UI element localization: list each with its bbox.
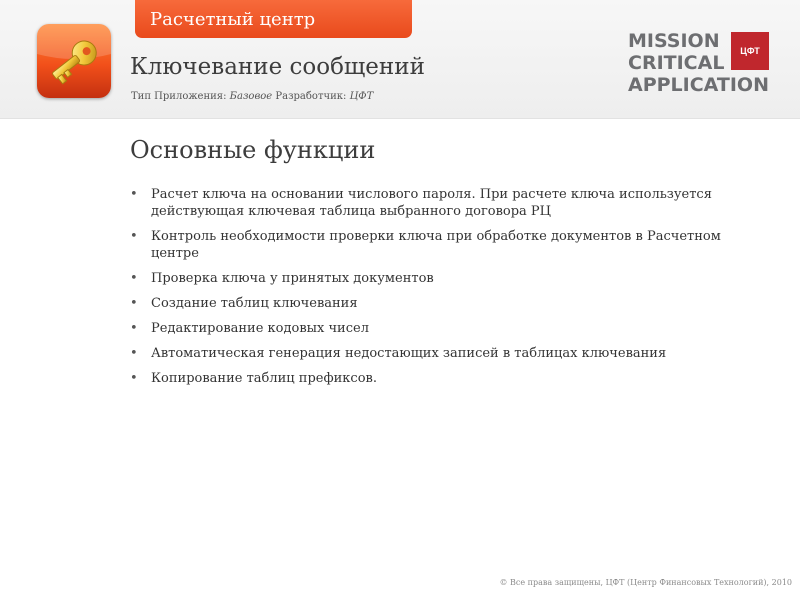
feature-text: Контроль необходимости проверки ключа при обработке документов в Расчетном центре xyxy=(151,229,721,261)
list-item xyxy=(130,186,770,220)
list-item xyxy=(130,320,770,337)
tab-label: Расчетный центр xyxy=(150,9,316,30)
cft-badge xyxy=(731,32,769,70)
feature-text: Копирование таблиц префиксов. xyxy=(151,371,377,386)
feature-text: Автоматическая генерация недостающих записей в таблицах ключевания xyxy=(151,346,667,361)
bullet: • xyxy=(130,187,138,202)
footer-copyright: © Все права защищены, ЦФТ (Центр Финансовых Технологий), 2010 xyxy=(499,578,792,587)
section-title: Основные функции xyxy=(130,136,376,164)
bullet: • xyxy=(130,271,138,286)
type-label: Тип Приложения: xyxy=(131,91,227,102)
app-meta xyxy=(131,91,373,102)
list-item xyxy=(130,370,770,387)
header xyxy=(0,0,800,119)
logo-line-3: APPLICATION xyxy=(628,74,769,96)
feature-list xyxy=(130,186,770,395)
bullet: • xyxy=(130,346,138,361)
bullet: • xyxy=(130,371,138,386)
bullet: • xyxy=(130,296,138,311)
type-value: Базовое xyxy=(229,91,273,102)
list-item xyxy=(130,295,770,312)
list-item xyxy=(130,270,770,287)
feature-text: Создание таблиц ключевания xyxy=(151,296,358,311)
mission-critical-logo xyxy=(628,30,773,96)
feature-text: Редактирование кодовых чисел xyxy=(151,321,369,336)
app-title: Ключевание сообщений xyxy=(130,54,425,80)
developer-value: ЦФТ xyxy=(349,91,374,102)
logo-line-2: CRITICAL xyxy=(628,52,725,74)
tab-settlement-center[interactable] xyxy=(135,0,412,38)
feature-text: Расчет ключа на основании числового пароля. При расчете ключа используется действующая ключевая таблица выбранного договора РЦ xyxy=(151,187,712,219)
developer-label: Разработчик: xyxy=(275,91,347,102)
feature-text: Проверка ключа у принятых документов xyxy=(151,271,434,286)
badge-text: ЦФТ xyxy=(740,46,760,56)
list-item xyxy=(130,228,770,262)
bullet: • xyxy=(130,321,138,336)
key-icon xyxy=(37,24,111,98)
list-item xyxy=(130,345,770,362)
logo-line-1: MISSION xyxy=(628,30,720,52)
bullet: • xyxy=(130,229,138,244)
